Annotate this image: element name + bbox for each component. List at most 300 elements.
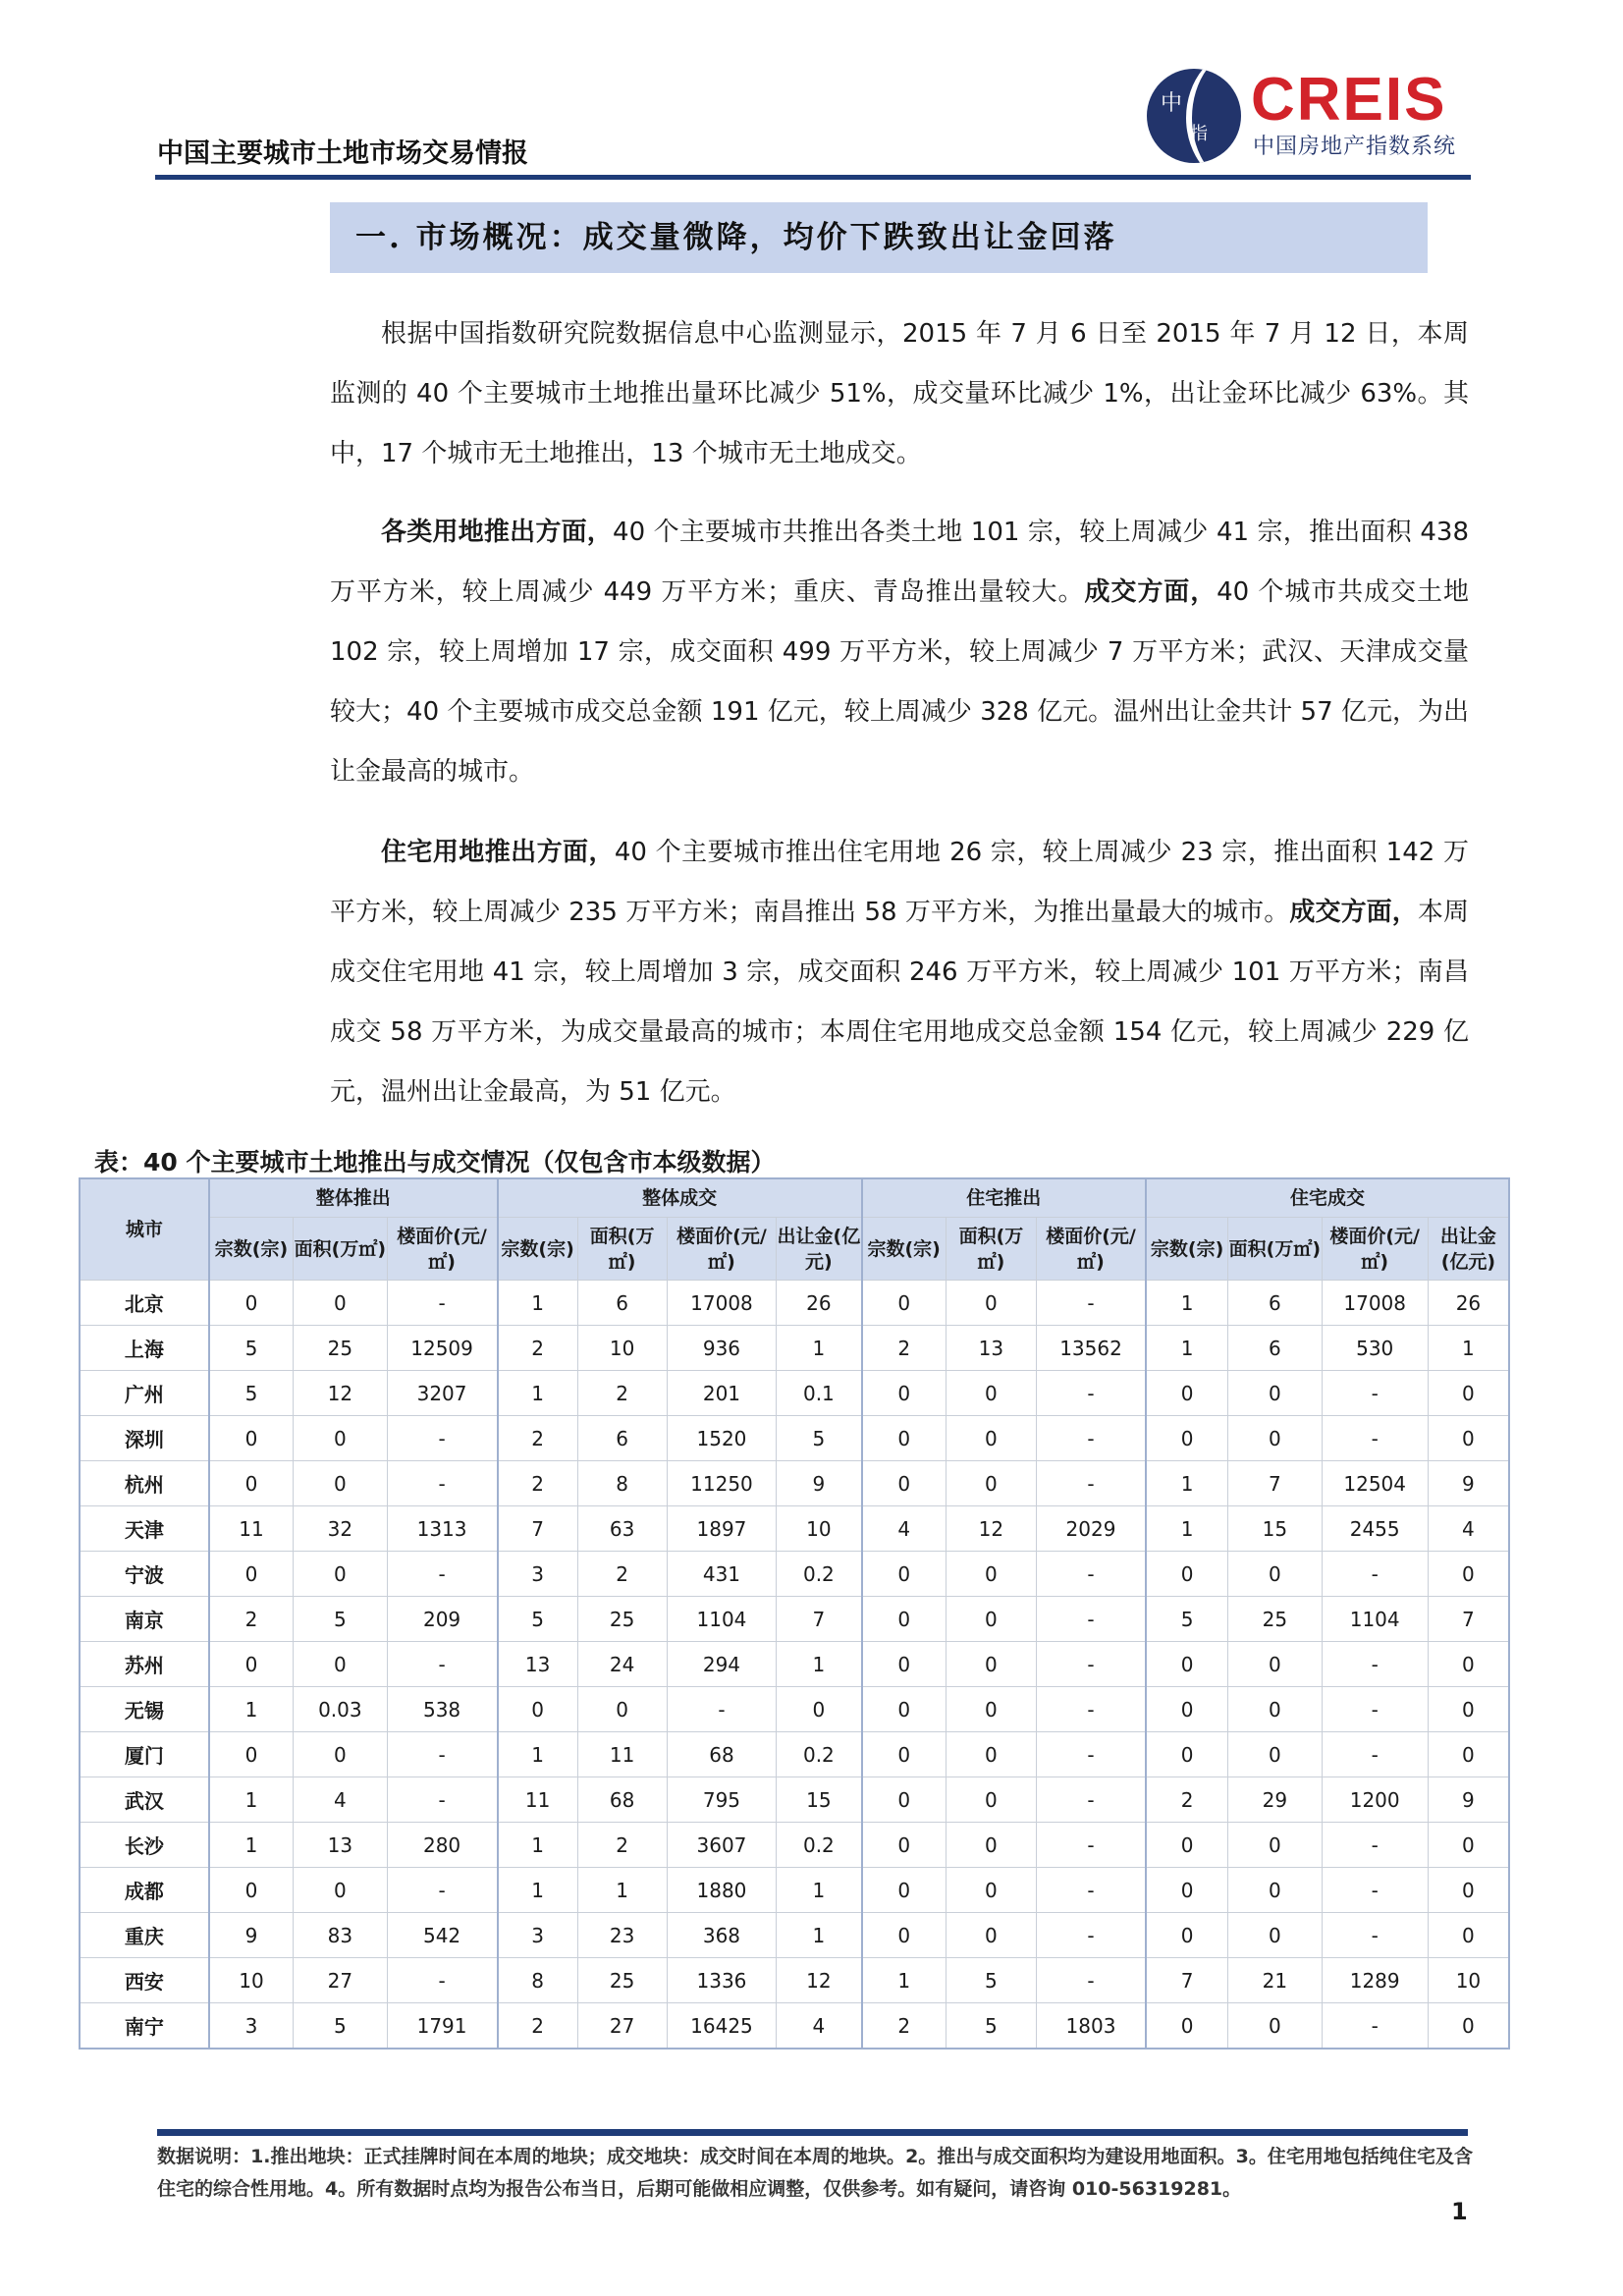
table-cell: 795 <box>667 1777 777 1823</box>
table-cell: 0 <box>1146 1868 1228 1913</box>
table-cell: 0 <box>946 1461 1036 1506</box>
paragraph-all-land-lead-2: 成交方面， <box>1084 577 1217 607</box>
paragraph-residential-lead: 住宅用地推出方面， <box>381 838 615 867</box>
table-cell: 2 <box>862 1326 947 1371</box>
table-cell: 17008 <box>1322 1281 1428 1326</box>
table-cell: 0 <box>1428 1552 1509 1597</box>
city-cell: 广州 <box>80 1371 209 1416</box>
table-cell: 1 <box>1428 1326 1509 1371</box>
table-cell: 68 <box>577 1777 667 1823</box>
table-cell: 23 <box>577 1913 667 1958</box>
table-cell: 0 <box>209 1281 294 1326</box>
col-header-price: 楼面价(元/㎡) <box>1037 1218 1147 1281</box>
table-cell: 83 <box>294 1913 387 1958</box>
table-cell: 1897 <box>667 1506 777 1552</box>
table-row <box>80 1326 1509 1371</box>
table-cell: 9 <box>1428 1461 1509 1506</box>
table-cell: - <box>1322 1913 1428 1958</box>
table-row <box>80 1597 1509 1642</box>
report-title: 中国主要城市土地市场交易情报 <box>157 138 528 169</box>
table-cell: 1 <box>209 1777 294 1823</box>
table-cell: 0 <box>1146 2003 1228 2050</box>
table-cell: 0.2 <box>777 1552 862 1597</box>
table-cell: 209 <box>387 1597 498 1642</box>
table-cell: 1 <box>498 1732 577 1777</box>
table-cell: 1 <box>577 1868 667 1913</box>
table-cell: 0.2 <box>777 1823 862 1868</box>
table-cell: 1 <box>209 1687 294 1732</box>
city-cell: 北京 <box>80 1281 209 1326</box>
land-market-table <box>79 1177 1510 2050</box>
table-cell: 2 <box>498 2003 577 2050</box>
table-cell: 0 <box>1428 1687 1509 1732</box>
table-row <box>80 1552 1509 1597</box>
table-cell: - <box>1037 1868 1147 1913</box>
table-row <box>80 1823 1509 1868</box>
table-cell: 0 <box>1228 2003 1322 2050</box>
city-cell: 杭州 <box>80 1461 209 1506</box>
table-cell: 1 <box>1146 1506 1228 1552</box>
table-cell: 1880 <box>667 1868 777 1913</box>
table-cell: - <box>1322 1371 1428 1416</box>
table-cell: 2 <box>498 1416 577 1461</box>
table-cell: 12 <box>946 1506 1036 1552</box>
table-cell: - <box>667 1687 777 1732</box>
table-cell: 26 <box>777 1281 862 1326</box>
table-cell: 542 <box>387 1913 498 1958</box>
table-cell: - <box>1037 1371 1147 1416</box>
city-cell: 宁波 <box>80 1552 209 1597</box>
table-cell: - <box>1037 1823 1147 1868</box>
table-cell: 1 <box>498 1823 577 1868</box>
table-cell: 2 <box>209 1597 294 1642</box>
table-cell: 368 <box>667 1913 777 1958</box>
table-cell: 1104 <box>1322 1597 1428 1642</box>
table-cell: 0 <box>946 1732 1036 1777</box>
table-cell: 24 <box>577 1642 667 1687</box>
logo-emblem-icon <box>1147 69 1241 163</box>
table-cell: 8 <box>498 1958 577 2003</box>
table-cell: 2 <box>577 1371 667 1416</box>
table-cell: 4 <box>862 1506 947 1552</box>
table-cell: 0 <box>498 1687 577 1732</box>
table-cell: 13 <box>946 1326 1036 1371</box>
table-cell: 6 <box>577 1416 667 1461</box>
table-cell: 0 <box>862 1461 947 1506</box>
table-cell: - <box>1037 1552 1147 1597</box>
table-cell: 0 <box>1228 1687 1322 1732</box>
city-cell: 长沙 <box>80 1823 209 1868</box>
table-cell: 2 <box>577 1823 667 1868</box>
logo-brand-text: CREIS <box>1251 66 1447 134</box>
table-cell: 0 <box>862 1868 947 1913</box>
table-cell: 0 <box>1228 1371 1322 1416</box>
table-cell: 13 <box>498 1642 577 1687</box>
table-cell: 12 <box>777 1958 862 2003</box>
table-cell: 13 <box>294 1823 387 1868</box>
col-header-count: 宗数(宗) <box>498 1218 577 1281</box>
table-cell: 0 <box>862 1597 947 1642</box>
col-header-count: 宗数(宗) <box>209 1218 294 1281</box>
table-cell: 2455 <box>1322 1506 1428 1552</box>
paragraph-all-land-text-b: 40 个城市共成交土地 102 宗，较上周增加 17 宗，成交面积 499 万平方米，较上周减少 7 万平方米；武汉、天津成交量较大；40 个主要城市成交总金额 191 亿元，较上周减少 328 亿元。温州出让金共计 57 亿元，为出让金最高的城市。 <box>330 577 1469 787</box>
table-cell: 0 <box>1146 1416 1228 1461</box>
table-cell: 16425 <box>667 2003 777 2050</box>
creis-logo <box>1147 65 1481 163</box>
paragraph-residential-text-b: 本周成交住宅用地 41 宗，较上周增加 3 宗，成交面积 246 万平方米，较上周减少 101 万平方米；南昌成交 58 万平方米，为成交量最高的城市；本周住宅用地成交总金额 154 亿元，较上周减少 229 亿元，温州出让金最高，为 51 亿元。 <box>330 898 1469 1107</box>
table-cell: - <box>1037 1687 1147 1732</box>
table-cell: 0 <box>946 1371 1036 1416</box>
table-cell: 0 <box>1228 1823 1322 1868</box>
paragraph-overview <box>330 304 1469 484</box>
group-header-residential-supply: 住宅推出 <box>862 1178 1146 1218</box>
table-row <box>80 1777 1509 1823</box>
table-cell: 1 <box>498 1371 577 1416</box>
city-cell: 天津 <box>80 1506 209 1552</box>
table-cell: 4 <box>777 2003 862 2050</box>
table-cell: 2 <box>1146 1777 1228 1823</box>
table-cell: - <box>1322 1687 1428 1732</box>
table-cell: 7 <box>777 1597 862 1642</box>
table-cell: 0 <box>209 1461 294 1506</box>
table-cell: - <box>1037 1597 1147 1642</box>
table-cell: - <box>1037 1732 1147 1777</box>
table-cell: 0 <box>862 1687 947 1732</box>
table-cell: 0 <box>1146 1687 1228 1732</box>
table-cell: 0 <box>1146 1913 1228 1958</box>
table-cell: 0 <box>1146 1552 1228 1597</box>
table-cell: 0 <box>1228 1732 1322 1777</box>
table-cell: 8 <box>577 1461 667 1506</box>
table-cell: 0 <box>946 1868 1036 1913</box>
table-cell: - <box>1322 1732 1428 1777</box>
table-cell: 3207 <box>387 1371 498 1416</box>
table-cell: 1289 <box>1322 1958 1428 2003</box>
table-cell: 7 <box>1146 1958 1228 2003</box>
table-row <box>80 1868 1509 1913</box>
table-cell: 25 <box>577 1597 667 1642</box>
table-cell: 5 <box>946 1958 1036 2003</box>
table-cell: 5 <box>1146 1597 1228 1642</box>
table-row <box>80 2003 1509 2050</box>
table-cell: - <box>387 1552 498 1597</box>
logo-emblem-char-1: 中 <box>1161 91 1183 116</box>
table-cell: 12504 <box>1322 1461 1428 1506</box>
table-cell: 0 <box>1428 1868 1509 1913</box>
table-cell: 0 <box>946 1552 1036 1597</box>
table-cell: 9 <box>1428 1777 1509 1823</box>
table-cell: 0.1 <box>777 1371 862 1416</box>
table-cell: 5 <box>294 1597 387 1642</box>
table-cell: 25 <box>294 1326 387 1371</box>
city-cell: 深圳 <box>80 1416 209 1461</box>
city-column-header: 城市 <box>80 1178 209 1281</box>
table-cell: 10 <box>577 1326 667 1371</box>
table-cell: - <box>1037 1281 1147 1326</box>
table-row <box>80 1732 1509 1777</box>
table-cell: 0 <box>1146 1642 1228 1687</box>
table-cell: 0 <box>946 1281 1036 1326</box>
table-cell: 0.03 <box>294 1687 387 1732</box>
table-cell: 6 <box>577 1281 667 1326</box>
table-cell: 10 <box>777 1506 862 1552</box>
table-cell: 1520 <box>667 1416 777 1461</box>
table-cell: 1104 <box>667 1597 777 1642</box>
table-cell: 25 <box>577 1958 667 2003</box>
table-cell: 0 <box>1228 1642 1322 1687</box>
paragraph-residential-text-a: 40 个主要城市推出住宅用地 26 宗，较上周减少 23 宗，推出面积 142 万平方米，较上周减少 235 万平方米；南昌推出 58 万平方米，为推出量最大的城市。 <box>330 838 1469 927</box>
table-cell: 0 <box>294 1642 387 1687</box>
table-cell: 1313 <box>387 1506 498 1552</box>
table-cell: 12 <box>294 1371 387 1416</box>
table-cell: - <box>387 1642 498 1687</box>
table-cell: 25 <box>1228 1597 1322 1642</box>
table-cell: 1 <box>209 1823 294 1868</box>
footer-data-note: 数据说明：1.推出地块：正式挂牌时间在本周的地块；成交地块：成交时间在本周的地块。2。推出与成交面积均为建设用地面积。3。住宅用地包括纯住宅及含住宅的综合性用地。4。所有数据时点均为报告公布当日，后期可能做相应调整，仅供参考。如有疑问，请咨询 010-56319281。 <box>157 2146 1473 2200</box>
table-cell: 0 <box>1428 1732 1509 1777</box>
table-cell: 0 <box>862 1642 947 1687</box>
table-cell: 6 <box>1228 1281 1322 1326</box>
table-cell: 1336 <box>667 1958 777 2003</box>
table-cell: 294 <box>667 1642 777 1687</box>
table-cell: - <box>1037 1461 1147 1506</box>
table-cell: 0 <box>294 1552 387 1597</box>
table-cell: 7 <box>1428 1597 1509 1642</box>
table-cell: 0 <box>946 1416 1036 1461</box>
table-cell: 530 <box>1322 1326 1428 1371</box>
table-cell: 0 <box>862 1913 947 1958</box>
table-cell: 0 <box>862 1777 947 1823</box>
col-header-area: 面积(万㎡) <box>1228 1218 1322 1281</box>
table-cell: 1 <box>498 1868 577 1913</box>
table-cell: 27 <box>577 2003 667 2050</box>
table-cell: 15 <box>777 1777 862 1823</box>
table-cell: 11250 <box>667 1461 777 1506</box>
table-cell: - <box>1037 1913 1147 1958</box>
page-number: 1 <box>1451 2198 1468 2225</box>
table-cell: 0 <box>862 1823 947 1868</box>
table-cell: 0 <box>209 1732 294 1777</box>
table-cell: 280 <box>387 1823 498 1868</box>
table-cell: 1 <box>777 1913 862 1958</box>
table-cell: - <box>1037 1416 1147 1461</box>
table-cell: 1 <box>777 1868 862 1913</box>
col-header-count: 宗数(宗) <box>862 1218 947 1281</box>
table-cell: 3607 <box>667 1823 777 1868</box>
table-cell: 0 <box>946 1687 1036 1732</box>
table-cell: - <box>387 1868 498 1913</box>
table-cell: 2 <box>577 1552 667 1597</box>
table-cell: 5 <box>946 2003 1036 2050</box>
table-cell: 2029 <box>1037 1506 1147 1552</box>
header-divider <box>155 175 1471 180</box>
table-cell: - <box>1322 1642 1428 1687</box>
city-cell: 上海 <box>80 1326 209 1371</box>
table-cell: 0 <box>1428 1416 1509 1461</box>
table-cell: 63 <box>577 1506 667 1552</box>
city-cell: 武汉 <box>80 1777 209 1823</box>
table-cell: - <box>1037 1642 1147 1687</box>
table-cell: 1791 <box>387 2003 498 2050</box>
table-cell: 11 <box>209 1506 294 1552</box>
table-cell: 0 <box>294 1732 387 1777</box>
table-cell: - <box>387 1777 498 1823</box>
table-cell: 0 <box>1428 1371 1509 1416</box>
table-row <box>80 1642 1509 1687</box>
table-cell: 5 <box>209 1326 294 1371</box>
col-header-price: 楼面价(元/㎡) <box>387 1218 498 1281</box>
table-cell: 1 <box>1146 1281 1228 1326</box>
table-cell: 5 <box>777 1416 862 1461</box>
group-header-supply: 整体推出 <box>209 1178 498 1218</box>
table-cell: 5 <box>209 1371 294 1416</box>
table-cell: 0 <box>862 1552 947 1597</box>
paragraph-all-land <box>330 503 1469 802</box>
logo-subtitle: 中国房地产指数系统 <box>1253 135 1457 159</box>
table-cell: 201 <box>667 1371 777 1416</box>
table-cell: 0 <box>1146 1823 1228 1868</box>
city-cell: 西安 <box>80 1958 209 2003</box>
table-cell: 0.2 <box>777 1732 862 1777</box>
table-cell: 0 <box>1228 1868 1322 1913</box>
table-row <box>80 1506 1509 1552</box>
table-cell: 0 <box>777 1687 862 1732</box>
table-cell: 0 <box>294 1868 387 1913</box>
table-cell: 1 <box>1146 1461 1228 1506</box>
table-cell: 0 <box>946 1913 1036 1958</box>
table-cell: 4 <box>294 1777 387 1823</box>
table-cell: 1 <box>862 1958 947 2003</box>
table-cell: - <box>387 1958 498 2003</box>
table-cell: 29 <box>1228 1777 1322 1823</box>
table-cell: 7 <box>498 1506 577 1552</box>
table-cell: 5 <box>294 2003 387 2050</box>
table-cell: 5 <box>498 1597 577 1642</box>
table-cell: 2 <box>498 1461 577 1506</box>
table-cell: 11 <box>577 1732 667 1777</box>
paragraph-overview-text: 根据中国指数研究院数据信息中心监测显示，2015 年 7 月 6 日至 2015 年 7 月 12 日，本周监测的 40 个主要城市土地推出量环比减少 51%，成交量环比减少 1%，出让金环比减少 63%。其中，17 个城市无土地推出，13 个城市无土地成交。 <box>330 319 1469 468</box>
city-cell: 南宁 <box>80 2003 209 2050</box>
col-header-price: 楼面价(元/㎡) <box>1322 1218 1428 1281</box>
city-cell: 苏州 <box>80 1642 209 1687</box>
table-cell: 10 <box>209 1958 294 2003</box>
table-cell: 0 <box>1428 1642 1509 1687</box>
table-row <box>80 1371 1509 1416</box>
group-header-transaction: 整体成交 <box>498 1178 862 1218</box>
table-cell: 0 <box>946 1823 1036 1868</box>
city-cell: 厦门 <box>80 1732 209 1777</box>
city-cell: 重庆 <box>80 1913 209 1958</box>
table-cell: 0 <box>862 1281 947 1326</box>
group-header-residential-transaction: 住宅成交 <box>1146 1178 1509 1218</box>
table-body <box>80 1281 1509 2050</box>
table-cell: 0 <box>1428 1823 1509 1868</box>
table-cell: - <box>1322 1868 1428 1913</box>
footer-divider <box>157 2129 1468 2136</box>
paragraph-residential <box>330 823 1469 1122</box>
table-cell: - <box>1322 1416 1428 1461</box>
table-cell: 17008 <box>667 1281 777 1326</box>
table-cell: 431 <box>667 1552 777 1597</box>
table-cell: - <box>387 1732 498 1777</box>
table-cell: 12509 <box>387 1326 498 1371</box>
table-row <box>80 1281 1509 1326</box>
table-row <box>80 1687 1509 1732</box>
table-cell: 0 <box>1228 1416 1322 1461</box>
table-cell: 3 <box>498 1913 577 1958</box>
table-cell: 0 <box>1228 1913 1322 1958</box>
table-cell: 0 <box>1428 2003 1509 2050</box>
table-cell: 0 <box>1428 1913 1509 1958</box>
table-cell: 0 <box>294 1461 387 1506</box>
table-cell: 10 <box>1428 1958 1509 2003</box>
table-cell: - <box>387 1461 498 1506</box>
table-cell: 1803 <box>1037 2003 1147 2050</box>
table-cell: 32 <box>294 1506 387 1552</box>
col-header-fee: 出让金(亿元) <box>777 1218 862 1281</box>
paragraph-all-land-text-a: 40 个主要城市共推出各类土地 101 宗，较上周减少 41 宗，推出面积 438 万平方米，较上周减少 449 万平方米；重庆、青岛推出量较大。 <box>330 518 1469 607</box>
table-cell: 0 <box>209 1642 294 1687</box>
table-cell: - <box>1322 1823 1428 1868</box>
table-cell: 0 <box>946 1642 1036 1687</box>
table-cell: 68 <box>667 1732 777 1777</box>
table-cell: 0 <box>862 1732 947 1777</box>
table-row <box>80 1913 1509 1958</box>
table-row <box>80 1461 1509 1506</box>
table-cell: 0 <box>209 1416 294 1461</box>
section-heading: 一. 市场概况：成交量微降，均价下跌致出让金回落 <box>330 202 1428 273</box>
table-cell: 0 <box>862 1371 947 1416</box>
table-cell: 1 <box>498 1281 577 1326</box>
col-header-price: 楼面价(元/㎡) <box>667 1218 777 1281</box>
table-row <box>80 1416 1509 1461</box>
table-cell: 9 <box>777 1461 862 1506</box>
table-cell: - <box>387 1416 498 1461</box>
table-cell: - <box>1037 1777 1147 1823</box>
table-cell: 21 <box>1228 1958 1322 2003</box>
table-cell: 2 <box>498 1326 577 1371</box>
table-cell: - <box>1037 1958 1147 2003</box>
table-cell: 2 <box>862 2003 947 2050</box>
table-cell: 1200 <box>1322 1777 1428 1823</box>
table-caption: 表：40 个主要城市土地推出与成交情况（仅包含市本级数据） <box>94 1148 776 1176</box>
table-cell: - <box>1322 2003 1428 2050</box>
table-cell: 0 <box>1146 1732 1228 1777</box>
col-header-count: 宗数(宗) <box>1146 1218 1228 1281</box>
table-cell: 4 <box>1428 1506 1509 1552</box>
col-header-area: 面积(万㎡) <box>577 1218 667 1281</box>
table-cell: - <box>387 1281 498 1326</box>
table-cell: 0 <box>946 1777 1036 1823</box>
col-header-area: 面积(万㎡) <box>294 1218 387 1281</box>
table-cell: 6 <box>1228 1326 1322 1371</box>
table-cell: 1 <box>777 1326 862 1371</box>
table-cell: 3 <box>209 2003 294 2050</box>
paragraph-residential-lead-2: 成交方面， <box>1289 898 1418 927</box>
table-cell: 538 <box>387 1687 498 1732</box>
col-header-area: 面积(万㎡) <box>946 1218 1036 1281</box>
city-cell: 成都 <box>80 1868 209 1913</box>
table-cell: 13562 <box>1037 1326 1147 1371</box>
table-cell: 7 <box>1228 1461 1322 1506</box>
table-cell: 0 <box>1146 1371 1228 1416</box>
table-cell: 27 <box>294 1958 387 2003</box>
table-cell: 0 <box>577 1687 667 1732</box>
logo-emblem-char-2: 指 <box>1190 124 1208 144</box>
table-cell: 0 <box>1228 1552 1322 1597</box>
table-cell: 0 <box>862 1416 947 1461</box>
city-cell: 无锡 <box>80 1687 209 1732</box>
